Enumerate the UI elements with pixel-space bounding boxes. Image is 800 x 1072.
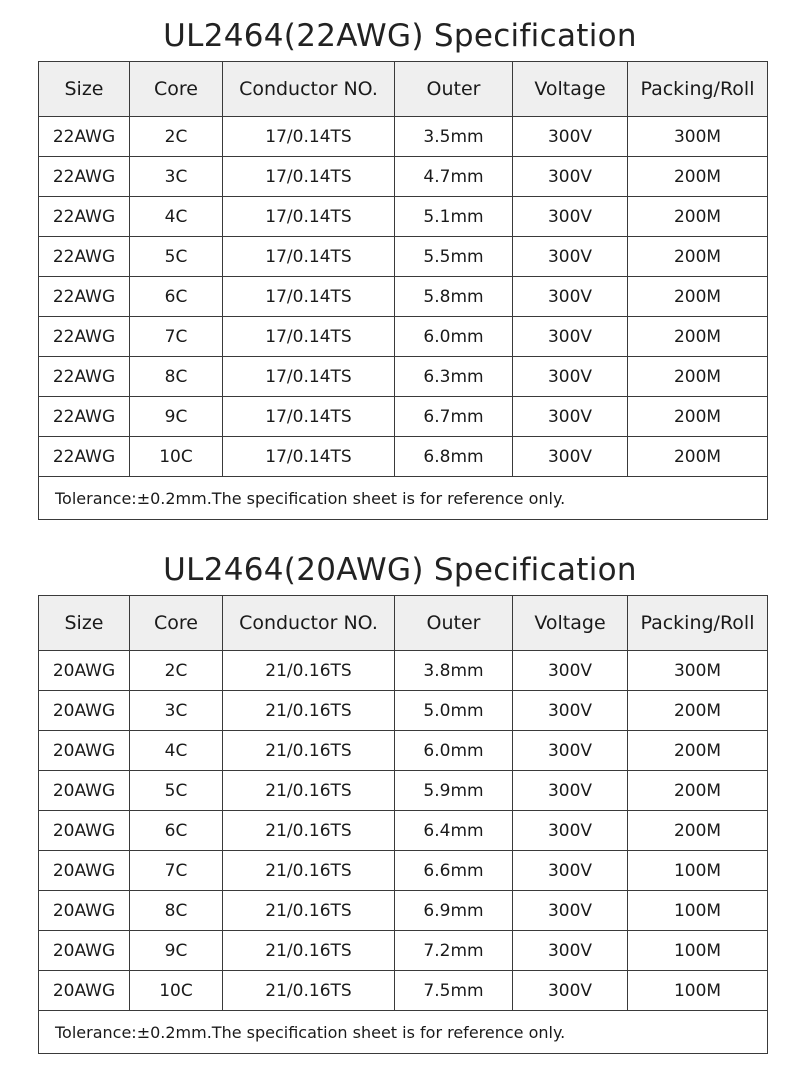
conductor-cell: 17/0.14TS xyxy=(223,277,395,317)
outer-cell: 5.1mm xyxy=(395,197,513,237)
outer-cell: 6.0mm xyxy=(395,317,513,357)
outer-cell: 6.0mm xyxy=(395,731,513,771)
voltage-cell: 300V xyxy=(513,691,628,731)
core-cell: 4C xyxy=(130,731,223,771)
packing-cell: 200M xyxy=(628,157,768,197)
packing-cell: 100M xyxy=(628,851,768,891)
core-cell: 6C xyxy=(130,811,223,851)
voltage-cell: 300V xyxy=(513,811,628,851)
size-cell: 20AWG xyxy=(39,771,130,811)
spec-title-20awg: UL2464(20AWG) Specification xyxy=(163,552,637,588)
conductor-cell: 17/0.14TS xyxy=(223,237,395,277)
packing-cell: 200M xyxy=(628,357,768,397)
table-row xyxy=(39,691,768,731)
header-row xyxy=(39,596,768,651)
core-cell: 7C xyxy=(130,317,223,357)
size-cell: 20AWG xyxy=(39,651,130,691)
core-cell: 7C xyxy=(130,851,223,891)
conductor-cell: 21/0.16TS xyxy=(223,851,395,891)
column-header-packing: Packing/Roll xyxy=(628,596,768,651)
table-row xyxy=(39,811,768,851)
outer-cell: 6.6mm xyxy=(395,851,513,891)
conductor-cell: 21/0.16TS xyxy=(223,891,395,931)
spec-table-20awg xyxy=(38,595,768,1054)
column-header-size: Size xyxy=(39,596,130,651)
voltage-cell: 300V xyxy=(513,357,628,397)
table-row xyxy=(39,117,768,157)
column-header-outer: Outer xyxy=(395,596,513,651)
note-row xyxy=(39,1011,768,1054)
size-cell: 20AWG xyxy=(39,891,130,931)
conductor-cell: 21/0.16TS xyxy=(223,731,395,771)
core-cell: 5C xyxy=(130,771,223,811)
conductor-cell: 21/0.16TS xyxy=(223,811,395,851)
table-row xyxy=(39,437,768,477)
table-row xyxy=(39,197,768,237)
voltage-cell: 300V xyxy=(513,771,628,811)
conductor-cell: 17/0.14TS xyxy=(223,317,395,357)
outer-cell: 6.9mm xyxy=(395,891,513,931)
tolerance-note: Tolerance:±0.2mm.The specification sheet is for reference only. xyxy=(39,1011,768,1054)
voltage-cell: 300V xyxy=(513,197,628,237)
conductor-cell: 17/0.14TS xyxy=(223,357,395,397)
size-cell: 20AWG xyxy=(39,731,130,771)
size-cell: 20AWG xyxy=(39,931,130,971)
packing-cell: 200M xyxy=(628,397,768,437)
voltage-cell: 300V xyxy=(513,117,628,157)
outer-cell: 5.8mm xyxy=(395,277,513,317)
outer-cell: 7.2mm xyxy=(395,931,513,971)
table-row xyxy=(39,731,768,771)
conductor-cell: 21/0.16TS xyxy=(223,691,395,731)
voltage-cell: 300V xyxy=(513,731,628,771)
voltage-cell: 300V xyxy=(513,851,628,891)
table-row xyxy=(39,237,768,277)
conductor-cell: 21/0.16TS xyxy=(223,771,395,811)
size-cell: 20AWG xyxy=(39,811,130,851)
voltage-cell: 300V xyxy=(513,437,628,477)
column-header-size: Size xyxy=(39,62,130,117)
voltage-cell: 300V xyxy=(513,891,628,931)
core-cell: 9C xyxy=(130,931,223,971)
table-row xyxy=(39,397,768,437)
packing-cell: 200M xyxy=(628,771,768,811)
table-row xyxy=(39,651,768,691)
packing-cell: 300M xyxy=(628,117,768,157)
size-cell: 22AWG xyxy=(39,237,130,277)
table-row xyxy=(39,277,768,317)
core-cell: 2C xyxy=(130,651,223,691)
outer-cell: 3.8mm xyxy=(395,651,513,691)
column-header-conductor: Conductor NO. xyxy=(223,62,395,117)
packing-cell: 200M xyxy=(628,277,768,317)
packing-cell: 200M xyxy=(628,237,768,277)
size-cell: 20AWG xyxy=(39,691,130,731)
voltage-cell: 300V xyxy=(513,317,628,357)
size-cell: 20AWG xyxy=(39,971,130,1011)
outer-cell: 3.5mm xyxy=(395,117,513,157)
size-cell: 22AWG xyxy=(39,277,130,317)
packing-cell: 100M xyxy=(628,891,768,931)
conductor-cell: 21/0.16TS xyxy=(223,651,395,691)
conductor-cell: 21/0.16TS xyxy=(223,931,395,971)
core-cell: 6C xyxy=(130,277,223,317)
core-cell: 4C xyxy=(130,197,223,237)
table-row xyxy=(39,357,768,397)
outer-cell: 5.0mm xyxy=(395,691,513,731)
size-cell: 22AWG xyxy=(39,157,130,197)
column-header-conductor: Conductor NO. xyxy=(223,596,395,651)
column-header-core: Core xyxy=(130,62,223,117)
tolerance-note: Tolerance:±0.2mm.The specification sheet is for reference only. xyxy=(39,477,768,520)
packing-cell: 200M xyxy=(628,197,768,237)
core-cell: 2C xyxy=(130,117,223,157)
voltage-cell: 300V xyxy=(513,277,628,317)
conductor-cell: 17/0.14TS xyxy=(223,117,395,157)
column-header-packing: Packing/Roll xyxy=(628,62,768,117)
core-cell: 10C xyxy=(130,437,223,477)
voltage-cell: 300V xyxy=(513,397,628,437)
conductor-cell: 17/0.14TS xyxy=(223,437,395,477)
header-row xyxy=(39,62,768,117)
packing-cell: 300M xyxy=(628,651,768,691)
outer-cell: 6.7mm xyxy=(395,397,513,437)
column-header-voltage: Voltage xyxy=(513,62,628,117)
table-row xyxy=(39,851,768,891)
column-header-core: Core xyxy=(130,596,223,651)
outer-cell: 5.5mm xyxy=(395,237,513,277)
spec-table-22awg xyxy=(38,61,768,520)
voltage-cell: 300V xyxy=(513,237,628,277)
column-header-voltage: Voltage xyxy=(513,596,628,651)
packing-cell: 200M xyxy=(628,731,768,771)
size-cell: 22AWG xyxy=(39,397,130,437)
outer-cell: 6.4mm xyxy=(395,811,513,851)
column-header-outer: Outer xyxy=(395,62,513,117)
packing-cell: 200M xyxy=(628,437,768,477)
packing-cell: 100M xyxy=(628,971,768,1011)
voltage-cell: 300V xyxy=(513,157,628,197)
core-cell: 9C xyxy=(130,397,223,437)
size-cell: 22AWG xyxy=(39,357,130,397)
size-cell: 22AWG xyxy=(39,437,130,477)
conductor-cell: 17/0.14TS xyxy=(223,197,395,237)
core-cell: 10C xyxy=(130,971,223,1011)
core-cell: 8C xyxy=(130,891,223,931)
table-row xyxy=(39,891,768,931)
packing-cell: 100M xyxy=(628,931,768,971)
core-cell: 8C xyxy=(130,357,223,397)
outer-cell: 5.9mm xyxy=(395,771,513,811)
packing-cell: 200M xyxy=(628,691,768,731)
table-row xyxy=(39,931,768,971)
note-row xyxy=(39,477,768,520)
size-cell: 22AWG xyxy=(39,117,130,157)
voltage-cell: 300V xyxy=(513,971,628,1011)
table-row xyxy=(39,157,768,197)
packing-cell: 200M xyxy=(628,317,768,357)
size-cell: 22AWG xyxy=(39,197,130,237)
outer-cell: 6.8mm xyxy=(395,437,513,477)
voltage-cell: 300V xyxy=(513,651,628,691)
conductor-cell: 21/0.16TS xyxy=(223,971,395,1011)
conductor-cell: 17/0.14TS xyxy=(223,157,395,197)
outer-cell: 6.3mm xyxy=(395,357,513,397)
core-cell: 3C xyxy=(130,691,223,731)
size-cell: 22AWG xyxy=(39,317,130,357)
voltage-cell: 300V xyxy=(513,931,628,971)
conductor-cell: 17/0.14TS xyxy=(223,397,395,437)
core-cell: 3C xyxy=(130,157,223,197)
outer-cell: 7.5mm xyxy=(395,971,513,1011)
table-row xyxy=(39,771,768,811)
spec-title-22awg: UL2464(22AWG) Specification xyxy=(163,18,637,54)
core-cell: 5C xyxy=(130,237,223,277)
table-row xyxy=(39,317,768,357)
size-cell: 20AWG xyxy=(39,851,130,891)
table-row xyxy=(39,971,768,1011)
packing-cell: 200M xyxy=(628,811,768,851)
outer-cell: 4.7mm xyxy=(395,157,513,197)
